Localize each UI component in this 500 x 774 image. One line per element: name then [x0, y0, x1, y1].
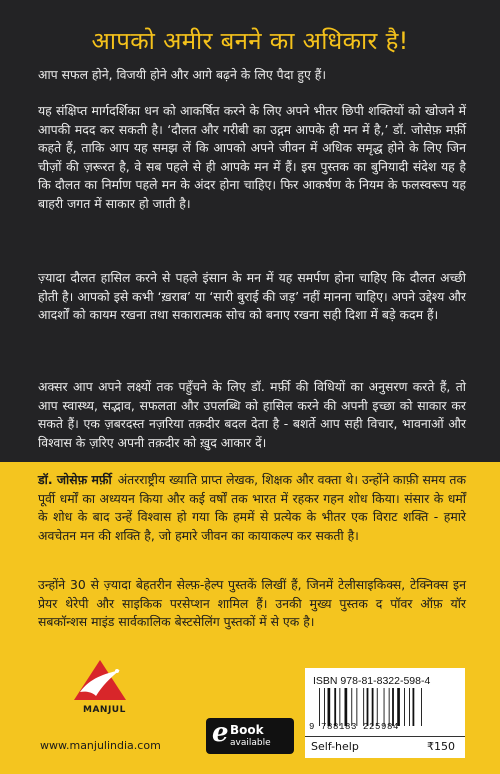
author-name: डॉ. जोसेफ़ मर्फ़ी	[38, 472, 112, 487]
author-bio-paragraph-2: उन्होंने 30 से ज़्यादा बेहतरीन सेल्फ़-हेल्प पुस्तकें लिखीं हैं, जिनमें टेलीसाइकिक्स, टेक्निक्स इन प्रेयर थेरेपी और साइकिक परसेप्शन शामिल हैं। उनकी मुख्य पुस्तक द पॉवर ऑफ़ यॉर सबकॉन्शस माइंड सार्वकालिक बेस्टसेलिंग पुस्तकों में से एक है।	[38, 577, 466, 630]
publisher-website: www.manjulindia.com	[40, 739, 161, 752]
ebook-book-label: Book	[230, 723, 264, 737]
price-label: ₹150	[427, 740, 455, 753]
publisher-name: MANJUL	[83, 705, 126, 715]
ebook-e-letter: e	[212, 718, 229, 748]
publisher-logo-icon	[70, 656, 130, 706]
ebook-available-label: available	[230, 738, 271, 748]
description-paragraph-1: यह संक्षिप्त मार्गदर्शिका धन को आकर्षित करने के लिए अपने भीतर छिपी शक्तियों को खोजने में आपकी मदद कर सकती है। ‘दौलत और गरीबी का उद्गम आपके ही मन में है,’ डॉ. जोसेफ़ मर्फ़ी कहते हैं, ताकि आप यह समझ लें कि आपको अपने जीवन में अधिक समृद्ध होने के लिए जिन चीज़ों की ज़रूरत है, वे सब पहले से ही आपके मन में हैं। इस पुस्तक का बुनियादी संदेश यह है कि दौलत का निर्माण पहले मन के अंदर होना चाहिए। फिर आकर्षण के नियम के फलस्वरूप यह बाहरी जगत में साकार हो जाती है।	[38, 103, 466, 211]
barcode-digits: 9 788183 225984	[309, 722, 400, 732]
genre-label: Self-help	[311, 740, 359, 753]
isbn-label: ISBN 978-81-8322-598-4	[313, 675, 431, 687]
description-paragraph-2: ज़्यादा दौलत हासिल करने से पहले इंसान के मन में यह समर्पण होना चाहिए कि दौलत अच्छी होती है। आपको इसे कभी ‘ख़राब’ या ‘सारी बुराई की जड़’ नहीं मानना चाहिए। अपने उद्देश्य और आदर्शों को कायम रखना तथा सकारात्मक सोच को बनाए रखना सही दिशा में बड़े कदम हैं।	[38, 270, 466, 323]
barcode-icon	[319, 688, 459, 726]
barcode-panel	[305, 668, 465, 758]
ebook-available-badge	[206, 718, 294, 754]
author-bio-paragraph-1	[38, 471, 466, 545]
description-paragraph-3: अक्सर आप अपने लक्ष्यों तक पहुँचने के लिए डॉ. मर्फ़ी की विधियों का अनुसरण करते हैं, तो आप स्वास्थ्य, सद्भाव, सफलता और उपलब्धि को हासिल करने की अपनी इच्छा को साकार कर सकते हैं। एक ज़बरदस्त नज़रिया तक़दीर बदल देता है - बशर्ते आप सही विचार, भावनाओं और विश्वास के ज़रिए अपनी तक़दीर को ख़ुद आकार दें।	[38, 379, 466, 450]
back-cover-heading: आपको अमीर बनने का अधिकार है!	[91, 27, 409, 55]
author-bio-text-1: अंतरराष्ट्रीय ख्याति प्राप्त लेखक, शिक्षक और वक्ता थे। उन्होंने काफ़ी समय तक पूर्वी धर्मों का अध्ययन किया और कई वर्षों तक भारत में रहकर गहन शोध किया। संसार के धर्मों के शोध के बाद उन्हें विश्वास हो गया कि हममें से प्रत्येक के भीतर एक विराट शक्ति - हमारे अवचेतन मन की शक्ति है, जो हमारे जीवन का कायाकल्प कर सकती है।	[38, 472, 466, 543]
barcode-divider	[305, 736, 465, 737]
intro-paragraph: आप सफल होने, विजयी होने और आगे बढ़ने के लिए पैदा हुए हैं।	[38, 67, 327, 82]
